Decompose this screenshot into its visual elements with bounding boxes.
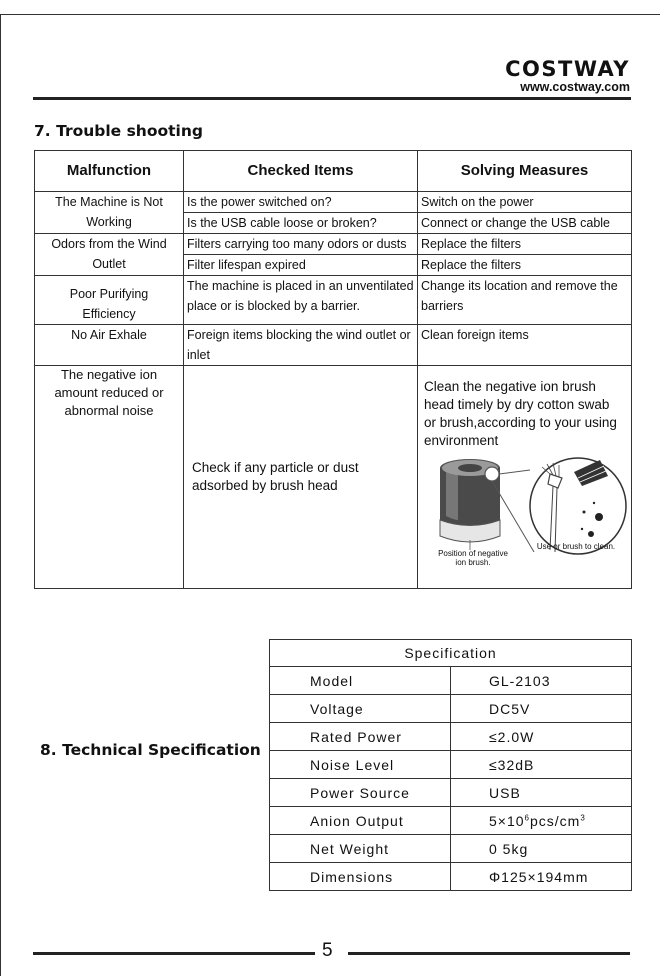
- page-frame-top: [0, 14, 660, 15]
- troubleshooting-table: [34, 150, 632, 589]
- spec-label: Noise Level: [270, 751, 451, 779]
- spec-value: [451, 807, 632, 835]
- spec-label: Power Source: [270, 779, 451, 807]
- column-header-checked-items: Checked Items: [184, 151, 418, 192]
- page-number: 5: [322, 940, 333, 961]
- table-row: [270, 751, 632, 779]
- table-row: [35, 234, 632, 255]
- table-row: [35, 276, 632, 325]
- spec-value: ≤2.0W: [451, 723, 632, 751]
- spec-value: Φ125×194mm: [451, 863, 632, 891]
- malfunction-cell: The negative ion amount reduced or abnormal noise: [35, 366, 184, 589]
- solution-cell: Switch on the power: [418, 192, 632, 213]
- anion-value-unit: pcs/cm: [530, 812, 581, 829]
- spec-label: Model: [270, 667, 451, 695]
- table-header-row: [35, 151, 632, 192]
- anion-value-exponent: 6: [524, 812, 530, 822]
- malfunction-cell: Odors from the Wind Outlet: [35, 234, 184, 276]
- solution-cell: [418, 366, 632, 589]
- spec-value: ≤32dB: [451, 751, 632, 779]
- table-row: [35, 325, 632, 366]
- spec-table: [269, 639, 632, 891]
- checked-item-cell: Is the USB cable loose or broken?: [184, 213, 418, 234]
- spec-label: Dimensions: [270, 863, 451, 891]
- checked-item-cell: Filters carrying too many odors or dusts: [184, 234, 418, 255]
- spec-value: DC5V: [451, 695, 632, 723]
- column-header-malfunction: Malfunction: [35, 151, 184, 192]
- spec-value: USB: [451, 779, 632, 807]
- caption-clean-instruction: Use or brush to clean.: [536, 542, 616, 551]
- table-row: [270, 807, 632, 835]
- troubleshooting-title: 7. Trouble shooting: [34, 122, 203, 140]
- footer-rule-left: [33, 952, 315, 955]
- table-row: [270, 695, 632, 723]
- brush-cleaning-illustration: [424, 454, 625, 567]
- brand-header: [505, 58, 630, 95]
- solution-cell: Connect or change the USB cable: [418, 213, 632, 234]
- checked-item-cell: Foreign items blocking the wind outlet or inlet: [184, 325, 418, 366]
- spec-label: Rated Power: [270, 723, 451, 751]
- page-frame-left: [0, 14, 1, 976]
- spec-label: Anion Output: [270, 807, 451, 835]
- malfunction-cell: Poor Purifying Efficiency: [35, 276, 184, 325]
- solution-text: Clean the negative ion brush head timely by dry cotton swab or brush,according to your using environment: [424, 379, 617, 448]
- spec-value: 0 5kg: [451, 835, 632, 863]
- table-row: [270, 835, 632, 863]
- solution-cell: Clean foreign items: [418, 325, 632, 366]
- checked-item-cell: Filter lifespan expired: [184, 255, 418, 276]
- footer-rule-right: [348, 952, 630, 955]
- table-row: [270, 863, 632, 891]
- spec-value: GL-2103: [451, 667, 632, 695]
- table-row: [270, 667, 632, 695]
- malfunction-cell: No Air Exhale: [35, 325, 184, 366]
- spec-header: Specification: [270, 640, 632, 667]
- solution-cell: Replace the filters: [418, 234, 632, 255]
- brand-url: www.costway.com: [520, 80, 630, 94]
- solution-cell: Replace the filters: [418, 255, 632, 276]
- column-header-solving-measures: Solving Measures: [418, 151, 632, 192]
- checked-item-cell: Check if any particle or dust adsorbed by brush head: [184, 366, 418, 589]
- table-row: [35, 366, 632, 589]
- checked-item-cell: Is the power switched on?: [184, 192, 418, 213]
- solution-cell: Change its location and remove the barriers: [418, 276, 632, 325]
- table-row: [270, 723, 632, 751]
- brand-logo: COSTWAY: [505, 57, 630, 81]
- anion-unit-exponent: 3: [580, 812, 586, 822]
- header-rule: [33, 97, 631, 100]
- technical-spec-title: 8. Technical Specification: [40, 741, 261, 759]
- anion-value-main: 5×10: [489, 812, 525, 829]
- malfunction-cell: The Machine is Not Working: [35, 192, 184, 234]
- spec-label: Net Weight: [270, 835, 451, 863]
- spec-label: Voltage: [270, 695, 451, 723]
- caption-ion-brush-position: Position of negative ion brush.: [438, 549, 508, 567]
- spec-header-row: [270, 640, 632, 667]
- table-row: [35, 192, 632, 213]
- table-row: [270, 779, 632, 807]
- checked-item-cell: The machine is placed in an unventilated place or is blocked by a barrier.: [184, 276, 418, 325]
